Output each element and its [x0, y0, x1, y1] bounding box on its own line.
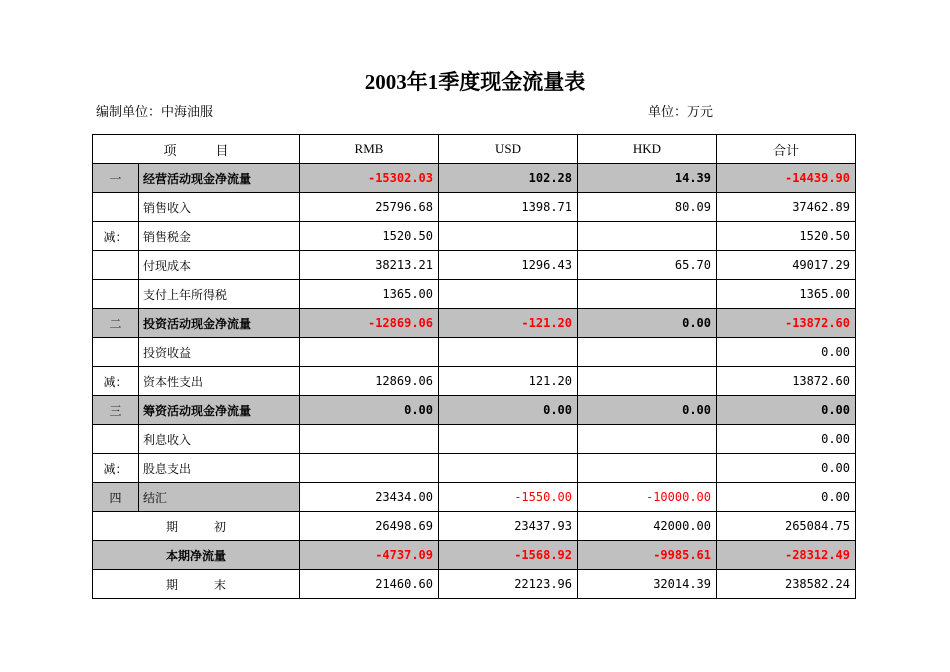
row-index: 三 — [93, 396, 139, 425]
cell-hkd: 14.39 — [578, 164, 717, 193]
cell-usd — [439, 222, 578, 251]
cell-hkd: -9985.61 — [578, 541, 717, 570]
cell-usd: 22123.96 — [439, 570, 578, 599]
cell-rmb: -15302.03 — [300, 164, 439, 193]
cell-total: 238582.24 — [717, 570, 856, 599]
table-row — [93, 425, 856, 454]
table-row — [93, 396, 856, 425]
cell-total: 0.00 — [717, 396, 856, 425]
table-row — [93, 222, 856, 251]
cell-total: 49017.29 — [717, 251, 856, 280]
cell-rmb — [300, 425, 439, 454]
row-label: 本期净流量 — [93, 541, 300, 570]
cell-hkd: 80.09 — [578, 193, 717, 222]
cell-usd: 1398.71 — [439, 193, 578, 222]
row-index: 减： — [93, 367, 139, 396]
cell-usd: 1296.43 — [439, 251, 578, 280]
header-rmb: RMB — [300, 135, 439, 164]
cell-usd: -1550.00 — [439, 483, 578, 512]
cell-rmb — [300, 338, 439, 367]
row-index — [93, 280, 139, 309]
row-label: 资本性支出 — [139, 367, 300, 396]
row-label: 期 初 — [93, 512, 300, 541]
cell-rmb: 21460.60 — [300, 570, 439, 599]
cell-hkd — [578, 280, 717, 309]
header-total: 合计 — [717, 135, 856, 164]
cell-total: 0.00 — [717, 338, 856, 367]
cell-total: -14439.90 — [717, 164, 856, 193]
row-index: 四 — [93, 483, 139, 512]
table-row — [93, 367, 856, 396]
cell-rmb: 0.00 — [300, 396, 439, 425]
cell-total: -13872.60 — [717, 309, 856, 338]
cell-total: 0.00 — [717, 425, 856, 454]
header-usd: USD — [439, 135, 578, 164]
cell-hkd — [578, 454, 717, 483]
cell-usd: 121.20 — [439, 367, 578, 396]
row-label: 销售税金 — [139, 222, 300, 251]
row-index — [93, 251, 139, 280]
cell-usd: -1568.92 — [439, 541, 578, 570]
table-row — [93, 309, 856, 338]
cell-rmb: 26498.69 — [300, 512, 439, 541]
header-item: 项 目 — [93, 135, 300, 164]
cell-hkd: 0.00 — [578, 396, 717, 425]
table-row — [93, 164, 856, 193]
cell-hkd — [578, 338, 717, 367]
report-title: 2003年1季度现金流量表 — [364, 70, 586, 94]
cell-total: 265084.75 — [717, 512, 856, 541]
table-row — [93, 338, 856, 367]
cell-usd — [439, 280, 578, 309]
cell-total: 1365.00 — [717, 280, 856, 309]
cell-rmb: -4737.09 — [300, 541, 439, 570]
cell-usd: 23437.93 — [439, 512, 578, 541]
row-index: 减： — [93, 222, 139, 251]
cell-usd: 102.28 — [439, 164, 578, 193]
cell-rmb: 1365.00 — [300, 280, 439, 309]
header-row — [93, 135, 856, 164]
cell-rmb: 12869.06 — [300, 367, 439, 396]
cell-total: 0.00 — [717, 454, 856, 483]
cell-hkd: 42000.00 — [578, 512, 717, 541]
row-index: 一 — [93, 164, 139, 193]
cell-hkd — [578, 367, 717, 396]
currency-unit: 单位：万元 — [648, 105, 714, 120]
row-label: 投资活动现金净流量 — [139, 309, 300, 338]
row-label: 股息支出 — [139, 454, 300, 483]
cell-rmb: 38213.21 — [300, 251, 439, 280]
cell-rmb: 25796.68 — [300, 193, 439, 222]
cell-total: 13872.60 — [717, 367, 856, 396]
row-index: 减： — [93, 454, 139, 483]
cash-flow-table — [92, 134, 856, 599]
table-row — [93, 541, 856, 570]
cell-total: 37462.89 — [717, 193, 856, 222]
row-label: 筹资活动现金净流量 — [139, 396, 300, 425]
table-row — [93, 251, 856, 280]
cell-usd — [439, 425, 578, 454]
row-index — [93, 193, 139, 222]
cell-rmb: 1520.50 — [300, 222, 439, 251]
row-label: 销售收入 — [139, 193, 300, 222]
row-label: 支付上年所得税 — [139, 280, 300, 309]
row-label: 付现成本 — [139, 251, 300, 280]
row-index: 二 — [93, 309, 139, 338]
table-row — [93, 570, 856, 599]
cell-usd: -121.20 — [439, 309, 578, 338]
cell-hkd: -10000.00 — [578, 483, 717, 512]
compiling-unit: 编制单位：中海油服 — [96, 105, 214, 120]
row-index — [93, 338, 139, 367]
cell-usd — [439, 338, 578, 367]
cell-rmb: -12869.06 — [300, 309, 439, 338]
table-row — [93, 193, 856, 222]
table-row — [93, 512, 856, 541]
cell-total: 0.00 — [717, 483, 856, 512]
table-row — [93, 483, 856, 512]
cell-rmb: 23434.00 — [300, 483, 439, 512]
cell-rmb — [300, 454, 439, 483]
row-label: 期 末 — [93, 570, 300, 599]
cell-hkd: 32014.39 — [578, 570, 717, 599]
row-label: 投资收益 — [139, 338, 300, 367]
row-label: 结汇 — [139, 483, 300, 512]
row-label: 利息收入 — [139, 425, 300, 454]
table-row — [93, 280, 856, 309]
header-hkd: HKD — [578, 135, 717, 164]
row-index — [93, 425, 139, 454]
row-label: 经营活动现金净流量 — [139, 164, 300, 193]
cell-usd: 0.00 — [439, 396, 578, 425]
table-row — [93, 454, 856, 483]
cell-hkd — [578, 425, 717, 454]
cell-total: -28312.49 — [717, 541, 856, 570]
cell-hkd — [578, 222, 717, 251]
cell-usd — [439, 454, 578, 483]
cell-total: 1520.50 — [717, 222, 856, 251]
cell-hkd: 0.00 — [578, 309, 717, 338]
cell-hkd: 65.70 — [578, 251, 717, 280]
